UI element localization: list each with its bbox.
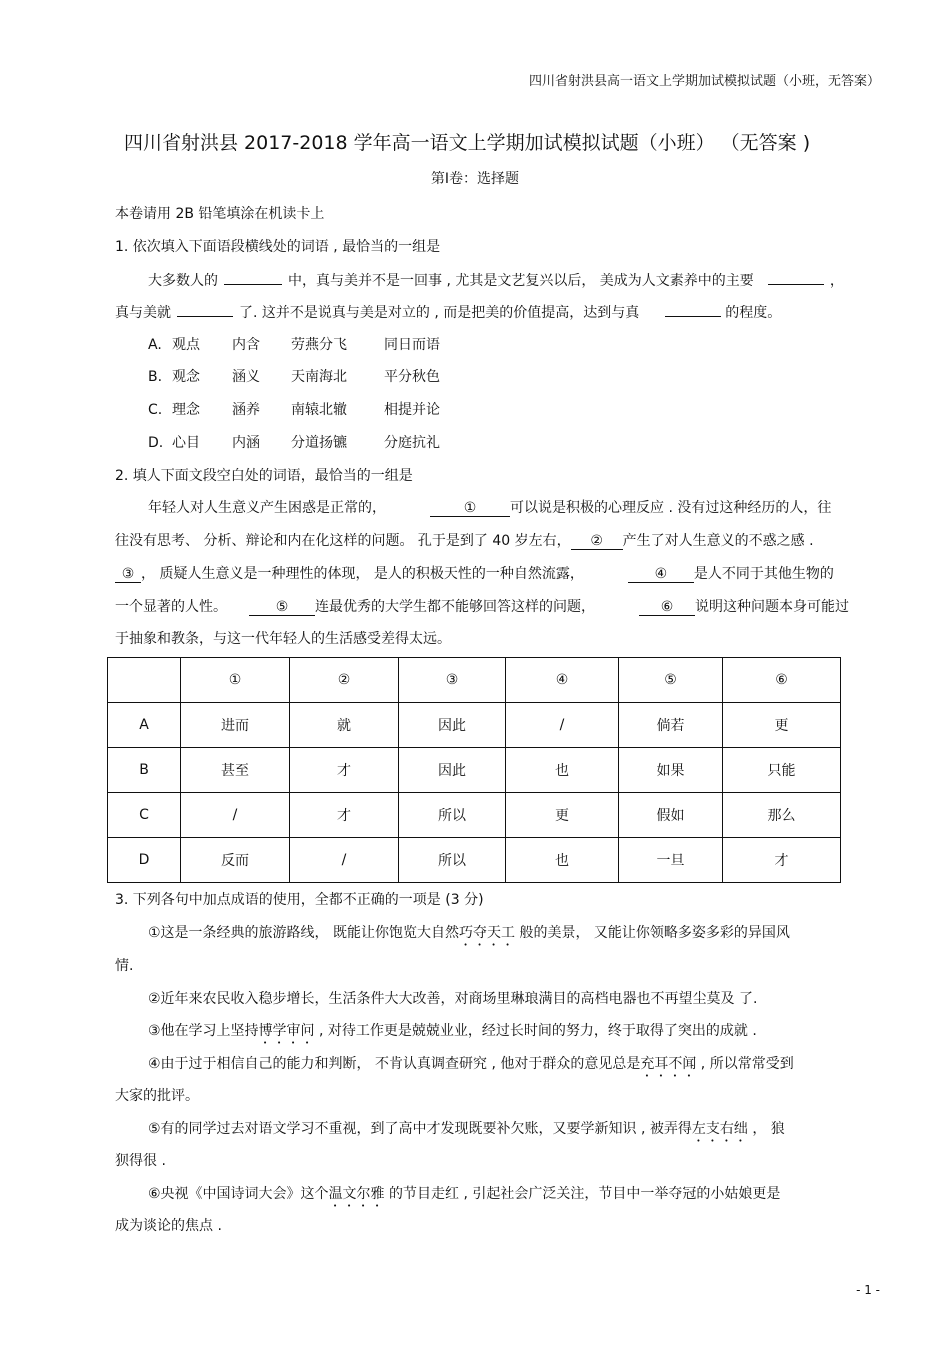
table-cell: 因此: [399, 748, 506, 793]
q3-sentence-6: ⑥央视《中国诗词大会》这个温文尔雅 的节目走红 , 引起社会广泛关注，节目中一举夺冠的小姑娘更是: [148, 1186, 781, 1202]
section-heading: 第Ⅰ卷：选择题: [430, 171, 520, 187]
table-header-cell: ⑤: [619, 658, 723, 703]
table-header-cell: ②: [290, 658, 399, 703]
table-cell: 假如: [619, 793, 723, 838]
q3-sentence-5-cont: 狈得很 .: [115, 1153, 166, 1169]
table-header-cell: [108, 658, 181, 703]
table-cell: A: [108, 703, 181, 748]
table-cell: 所以: [399, 838, 506, 883]
q3-sentence-2: ②近年来农民收入稳步增长，生活条件大大改善，对商场里琳琅满目的高档电器也不再望尘莫及 了.: [148, 991, 758, 1007]
table-row: [108, 703, 841, 748]
q2-passage-line3: ③ ， 质疑人生意义是一种理性的体现， 是人的积极天性的一种自然流露， ④ 是人不同于其他生物的: [115, 563, 834, 583]
table-cell: 倘若: [619, 703, 723, 748]
table-cell: 更: [506, 793, 619, 838]
q2-passage-line1: 年轻人对人生意义产生困惑是正常的， ① 可以说是积极的心理反应 . 没有过这种经历的人，往: [148, 500, 832, 516]
table-cell: 就: [290, 703, 399, 748]
table-cell: 才: [723, 838, 841, 883]
table-cell: 才: [290, 793, 399, 838]
table-cell: 一旦: [619, 838, 723, 883]
q2-answer-table: [107, 657, 841, 883]
table-cell: B: [108, 748, 181, 793]
q1-passage-line2: 真与美就 了. 这并不是说真与美是对立的 , 而是把美的价值提高，达到与真 的程度。: [115, 302, 781, 322]
table-cell: /: [290, 838, 399, 883]
table-cell: C: [108, 793, 181, 838]
instruction: 本卷请用 2B 铅笔填涂在机读卡上: [115, 206, 325, 222]
q1-option-c: C. 理念 涵养 南辕北辙 相提并论: [148, 402, 440, 418]
table-cell: D: [108, 838, 181, 883]
table-cell: 进而: [181, 703, 290, 748]
table-cell: 甚至: [181, 748, 290, 793]
table-header-cell: ③: [399, 658, 506, 703]
table-row: [108, 793, 841, 838]
q3-sentence-5: ⑤有的同学过去对语文学习不重视，到了高中才发现既要补欠账，又要学新知识 , 被弄得左支右绌 ， 狼: [148, 1121, 785, 1137]
q2-passage-line5: 于抽象和教条，与这一代年轻人的生活感受差得太远。: [115, 631, 451, 647]
q2-passage-line4: 一个显著的人性。 ⑤ 连最优秀的大学生都不能够回答这样的问题， ⑥ 说明这种问题本身可能过: [115, 599, 849, 615]
table-header-cell: ⑥: [723, 658, 841, 703]
table-cell: 反而: [181, 838, 290, 883]
table-row: [108, 838, 841, 883]
table-cell: 因此: [399, 703, 506, 748]
q1-option-b: B. 观念 涵义 天南海北 平分秋色: [148, 369, 440, 385]
page-title: 四川省射洪县 2017-2018 学年高一语文上学期加试模拟试题（小班） （无答案 ): [124, 132, 811, 154]
table-cell: 如果: [619, 748, 723, 793]
q3-sentence-4-cont: 大家的批评。: [115, 1088, 199, 1104]
table-row: [108, 748, 841, 793]
running-header: 四川省射洪县高一语文上学期加试模拟试题（小班，无答案）: [528, 74, 880, 89]
q3-stem: 3. 下列各句中加点成语的使用，全都不正确的一项是 (3 分): [115, 892, 484, 908]
q1-option-d: D. 心目 内涵 分道扬镳 分庭抗礼: [148, 435, 440, 451]
table-header-cell: ①: [181, 658, 290, 703]
table-header-row: [108, 658, 841, 703]
q3-sentence-6-cont: 成为谈论的焦点 .: [115, 1218, 222, 1234]
table-cell: 也: [506, 838, 619, 883]
table-cell: /: [506, 703, 619, 748]
q3-sentence-1: ①这是一条经典的旅游路线， 既能让你饱览大自然巧夺天工 般的美景， 又能让你领略多姿多彩的异国风: [148, 925, 790, 941]
page-number: - 1 -: [856, 1283, 880, 1297]
table-cell: 也: [506, 748, 619, 793]
q3-sentence-1-cont: 情.: [115, 958, 134, 974]
q2-stem: 2. 填人下面文段空白处的词语，最恰当的一组是: [115, 468, 413, 484]
q3-sentence-3: ③他在学习上坚持博学审问 , 对待工作更是兢兢业业，经过长时间的努力，终于取得了突出的成就 .: [148, 1023, 757, 1039]
table-cell: 那么: [723, 793, 841, 838]
q3-sentence-4: ④由于过于相信自己的能力和判断， 不肯认真调查研究 , 他对于群众的意见总是充耳不闻 , 所以常常受到: [148, 1056, 794, 1072]
q2-passage-line2: 往没有思考、 分析、辩论和内在化这样的问题。 孔于是到了 40 岁左右， ② 产生了对人生意义的不惑之感 .: [115, 533, 814, 549]
table-cell: 只能: [723, 748, 841, 793]
table-header-cell: ④: [506, 658, 619, 703]
table-cell: 所以: [399, 793, 506, 838]
table-cell: 更: [723, 703, 841, 748]
q1-option-a: A. 观点 内含 劳燕分飞 同日而语: [148, 337, 440, 353]
q1-stem: 1. 依次填入下面语段横线处的词语 , 最恰当的一组是: [115, 239, 441, 255]
table-cell: /: [181, 793, 290, 838]
table-cell: 才: [290, 748, 399, 793]
q1-passage-line1: 大多数人的 中，真与美并不是一回事 , 尤其是文艺复兴以后， 美成为人文素养中的主要 ，: [148, 270, 844, 290]
